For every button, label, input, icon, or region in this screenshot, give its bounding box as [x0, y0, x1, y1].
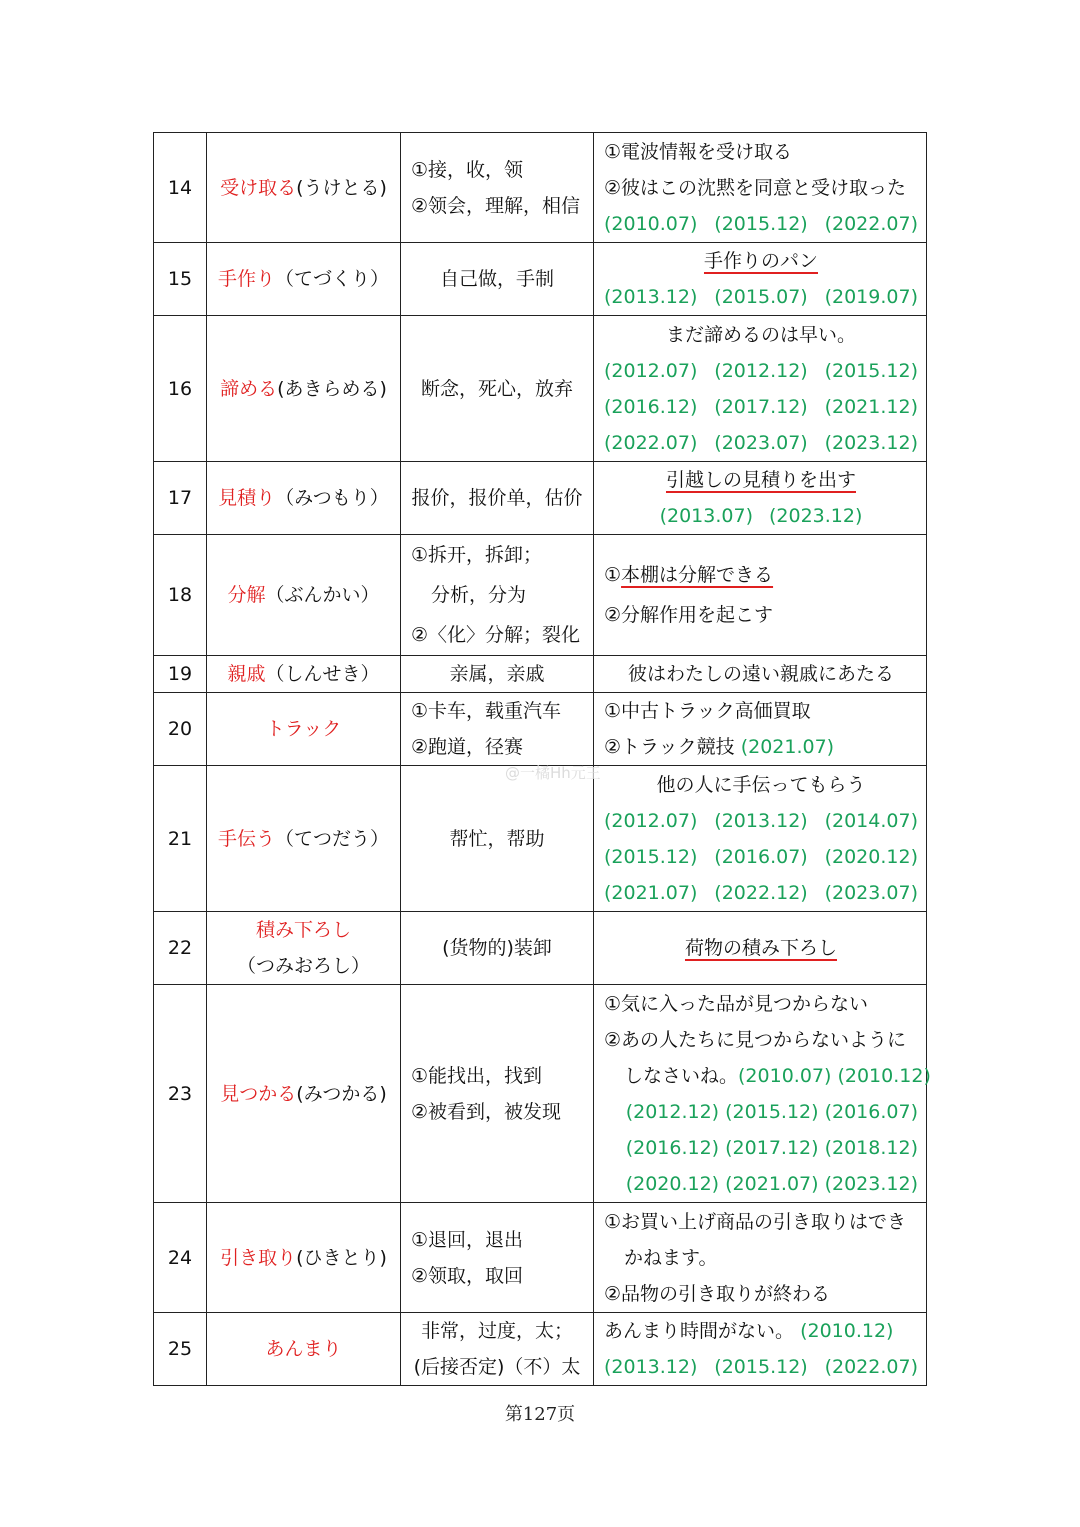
entry-word-cell: [207, 1203, 401, 1313]
exam-date: (2017.12): [725, 1136, 819, 1159]
exam-date: (2013.12): [604, 1356, 698, 1378]
entry-meaning-cell: [401, 316, 594, 462]
entry-meaning-cell: [401, 656, 594, 693]
example-line: かねます。: [624, 1246, 718, 1269]
entry-word-cell: [207, 985, 401, 1203]
example-line: ②あの人たちに見つからないように: [604, 1028, 907, 1051]
example-text: あんまり時間がない。: [604, 1320, 795, 1342]
example-line: ①気に入った品が見つからない: [604, 992, 869, 1015]
entry-word: 手伝う: [217, 827, 275, 850]
table-row: [154, 535, 927, 656]
entry-example-cell: [594, 316, 927, 462]
entry-reading: （てつだう）: [275, 827, 390, 850]
meaning-line: ①拆开，拆卸；: [411, 544, 543, 566]
exam-date: (2010.12): [837, 1064, 931, 1087]
meaning-line: ②〈化〉分解；裂化: [411, 624, 581, 646]
example-text: しなさいね。: [624, 1064, 739, 1087]
table-row: [154, 1203, 927, 1313]
entry-example-cell: [594, 693, 927, 766]
entry-reading: (ひきとり): [296, 1246, 387, 1269]
entry-reading: (みつかる): [296, 1082, 387, 1105]
entry-reading: (あきらめる): [277, 377, 387, 400]
meaning-line: ①接，收，领: [411, 158, 524, 181]
exam-date: (2013.12): [714, 809, 808, 832]
example-line: 他の人に手伝ってもらう: [656, 773, 866, 796]
exam-date: (2010.12): [800, 1320, 894, 1342]
entry-word-cell: [207, 1313, 401, 1386]
entry-example-cell: [594, 766, 927, 912]
entry-word: あんまり: [265, 1338, 342, 1360]
exam-date: (2022.12): [714, 881, 808, 904]
example-text: 引越しの見積りを出す: [665, 469, 856, 491]
entry-number: 23: [154, 985, 207, 1203]
exam-date: (2012.07): [604, 359, 698, 382]
exam-date: (2016.12): [625, 1136, 720, 1159]
entry-meaning-cell: [401, 985, 594, 1203]
entry-reading: （しんせき）: [265, 663, 380, 685]
entry-example-cell: [594, 1313, 927, 1386]
meaning-line: ②被看到，被发现: [411, 1100, 562, 1123]
example-line: ②分解作用を起こす: [604, 604, 774, 626]
page-number: 第127页: [504, 1404, 576, 1425]
entry-word-cell: [207, 535, 401, 656]
entry-example-cell: [594, 243, 927, 316]
example-line: [604, 1313, 918, 1349]
entry-word: 受け取る: [220, 176, 297, 199]
example-line: [604, 930, 918, 966]
entry-word: 引き取り: [220, 1246, 297, 1269]
exam-dates: [604, 353, 918, 389]
table-row: [154, 243, 927, 316]
entry-word: 見つかる: [220, 1082, 297, 1105]
entry-word-cell: [207, 133, 401, 243]
entry-number: 20: [154, 693, 207, 766]
example-line: ①中古トラック高価買取: [604, 700, 811, 722]
entry-word-cell: [207, 656, 401, 693]
entry-word-cell: [207, 912, 401, 985]
exam-date: (2020.12): [625, 1172, 720, 1195]
entry-reading: （みつもり）: [275, 487, 389, 509]
exam-date: (2022.07): [604, 431, 698, 454]
exam-dates: [604, 875, 918, 911]
exam-date: (2016.07): [824, 1100, 918, 1123]
entry-meaning-cell: [401, 1203, 594, 1313]
exam-date: (2021.07): [740, 736, 835, 758]
entry-example-cell: [594, 656, 927, 693]
exam-date: (2012.07): [604, 809, 698, 832]
exam-date: (2017.12): [714, 395, 808, 418]
example-text: 本棚は分解できる: [621, 564, 774, 586]
exam-date: (2015.12): [714, 212, 808, 235]
table-row: [154, 985, 927, 1203]
exam-dates: [604, 1094, 918, 1130]
meaning-line: (后接否定)（不）太: [413, 1356, 581, 1378]
entry-number: 15: [154, 243, 207, 316]
meaning-line: ②领取，取回: [411, 1264, 524, 1287]
entry-word: トラック: [265, 718, 342, 740]
meaning-line: 断念，死心，放弃: [420, 377, 573, 400]
exam-date: (2018.12): [824, 1136, 918, 1159]
entry-word-cell: [207, 316, 401, 462]
exam-dates: [604, 1130, 918, 1166]
entry-example-cell: [594, 535, 927, 656]
table-row: [154, 1313, 927, 1386]
entry-meaning-cell: [401, 133, 594, 243]
meaning-line: ①卡车，载重汽车: [411, 700, 562, 722]
exam-date: (2015.12): [714, 1356, 808, 1378]
example-text: 荷物の積み下ろし: [684, 937, 837, 959]
entry-meaning-cell: [401, 912, 594, 985]
entry-meaning-cell: [401, 243, 594, 316]
exam-dates: [604, 389, 918, 425]
example-text: 手作りのパン: [703, 250, 818, 272]
table-row: [154, 133, 927, 243]
entry-number: 18: [154, 535, 207, 656]
exam-date: (2015.12): [824, 359, 918, 382]
entry-example-cell: [594, 1203, 927, 1313]
exam-date: (2013.12): [604, 286, 698, 308]
table-row: [154, 462, 927, 535]
meaning-line: 帮忙，帮助: [449, 827, 545, 850]
entry-number: 19: [154, 656, 207, 693]
example-line: ②彼はこの沈黙を同意と受け取った: [604, 176, 907, 199]
entry-word-cell: [207, 766, 401, 912]
watermark: @一橘Hh元王: [505, 764, 601, 782]
vocabulary-table: [153, 132, 931, 1386]
example-line: [604, 462, 918, 498]
example-line: ①電波情報を受け取る: [604, 140, 793, 163]
entry-reading: （つみおろし）: [236, 955, 370, 977]
entry-word: 見積り: [218, 487, 276, 509]
exam-dates: [604, 206, 918, 242]
table-row: [154, 766, 927, 912]
exam-date: (2016.12): [604, 395, 698, 418]
example-line: ①お買い上げ商品の引き取りはでき: [604, 1210, 907, 1233]
entry-word-cell: [207, 462, 401, 535]
table-row: [154, 912, 927, 985]
exam-date: (2012.12): [714, 359, 808, 382]
exam-date: (2022.07): [824, 212, 918, 235]
entry-meaning-cell: [401, 693, 594, 766]
example-line: ②品物の引き取りが終わる: [604, 1282, 831, 1305]
entry-number: 24: [154, 1203, 207, 1313]
table-row: [154, 656, 927, 693]
meaning-line: ②跑道，径赛: [411, 736, 524, 758]
exam-dates: [604, 839, 918, 875]
entry-word: 親戚: [227, 663, 266, 685]
entry-word: 積み下ろし: [255, 919, 351, 941]
exam-date: (2021.07): [725, 1172, 819, 1195]
exam-dates: [604, 1349, 918, 1385]
example-text: ②トラック競技: [604, 736, 735, 758]
example-line: まだ諦めるのは早い。: [665, 323, 856, 346]
example-line: ①本棚は分解できる: [604, 564, 774, 586]
entry-example-cell: [594, 133, 927, 243]
entry-word: 分解: [227, 584, 266, 606]
meaning-line: ①退回，退出: [411, 1228, 524, 1251]
exam-date: (2023.12): [769, 505, 863, 527]
table-row: [154, 316, 927, 462]
entry-word: 諦める: [220, 377, 278, 400]
entry-word-cell: [207, 693, 401, 766]
exam-date: (2023.12): [824, 431, 918, 454]
exam-date: (2010.07): [738, 1064, 832, 1087]
entry-number: 21: [154, 766, 207, 912]
meaning-line: ②领会，理解，相信: [411, 194, 581, 217]
entry-meaning-cell: [401, 535, 594, 656]
entry-number: 14: [154, 133, 207, 243]
exam-dates: [604, 1166, 918, 1202]
entry-meaning-cell: [401, 1313, 594, 1386]
entry-example-cell: [594, 912, 927, 985]
meaning-line: 亲属，亲戚: [449, 663, 545, 685]
entry-meaning-cell: [401, 462, 594, 535]
meaning-line: 报价，报价单，估价: [411, 487, 583, 509]
exam-dates: [604, 279, 918, 315]
exam-date: (2013.07): [659, 505, 753, 527]
meaning-line: 非常，过度，太；: [420, 1320, 573, 1342]
example-line: [604, 729, 918, 765]
exam-date: (2021.12): [824, 395, 918, 418]
meaning-line: (货物的)装卸: [442, 937, 552, 959]
entry-word-cell: [207, 243, 401, 316]
entry-reading: （ぶんかい）: [265, 584, 380, 606]
exam-date: (2020.12): [824, 845, 918, 868]
entry-meaning-cell: [401, 766, 594, 912]
exam-date: (2023.12): [824, 1172, 918, 1195]
exam-date: (2016.07): [714, 845, 808, 868]
entry-number: 25: [154, 1313, 207, 1386]
exam-date: (2015.12): [725, 1100, 819, 1123]
table-row: [154, 693, 927, 766]
entry-number: 17: [154, 462, 207, 535]
exam-date: (2021.07): [604, 881, 698, 904]
example-line: 彼はわたしの遠い親戚にあたる: [627, 663, 894, 685]
entry-example-cell: [594, 462, 927, 535]
entry-reading: （てづくり）: [275, 268, 390, 290]
exam-date: (2022.07): [824, 1356, 918, 1378]
exam-date: (2010.07): [604, 212, 698, 235]
entry-example-cell: [594, 985, 931, 1203]
exam-date: (2023.07): [824, 881, 918, 904]
exam-date: (2019.07): [824, 286, 918, 308]
entry-word: 手作り: [217, 268, 275, 290]
meaning-line: ①能找出，找到: [411, 1064, 543, 1087]
example-line: [604, 1058, 931, 1094]
exam-dates: [604, 803, 918, 839]
entry-reading: (うけとる): [296, 176, 387, 199]
meaning-line: 分析，分为: [431, 584, 527, 606]
exam-dates: [604, 425, 918, 461]
exam-date: (2023.07): [714, 431, 808, 454]
exam-date: (2015.07): [714, 286, 808, 308]
entry-number: 16: [154, 316, 207, 462]
meaning-line: 自己做，手制: [439, 268, 554, 290]
entry-number: 22: [154, 912, 207, 985]
exam-date: (2012.12): [625, 1100, 720, 1123]
exam-date: (2014.07): [824, 809, 918, 832]
exam-dates: [604, 498, 918, 534]
example-line: [604, 243, 918, 279]
exam-date: (2015.12): [604, 845, 698, 868]
